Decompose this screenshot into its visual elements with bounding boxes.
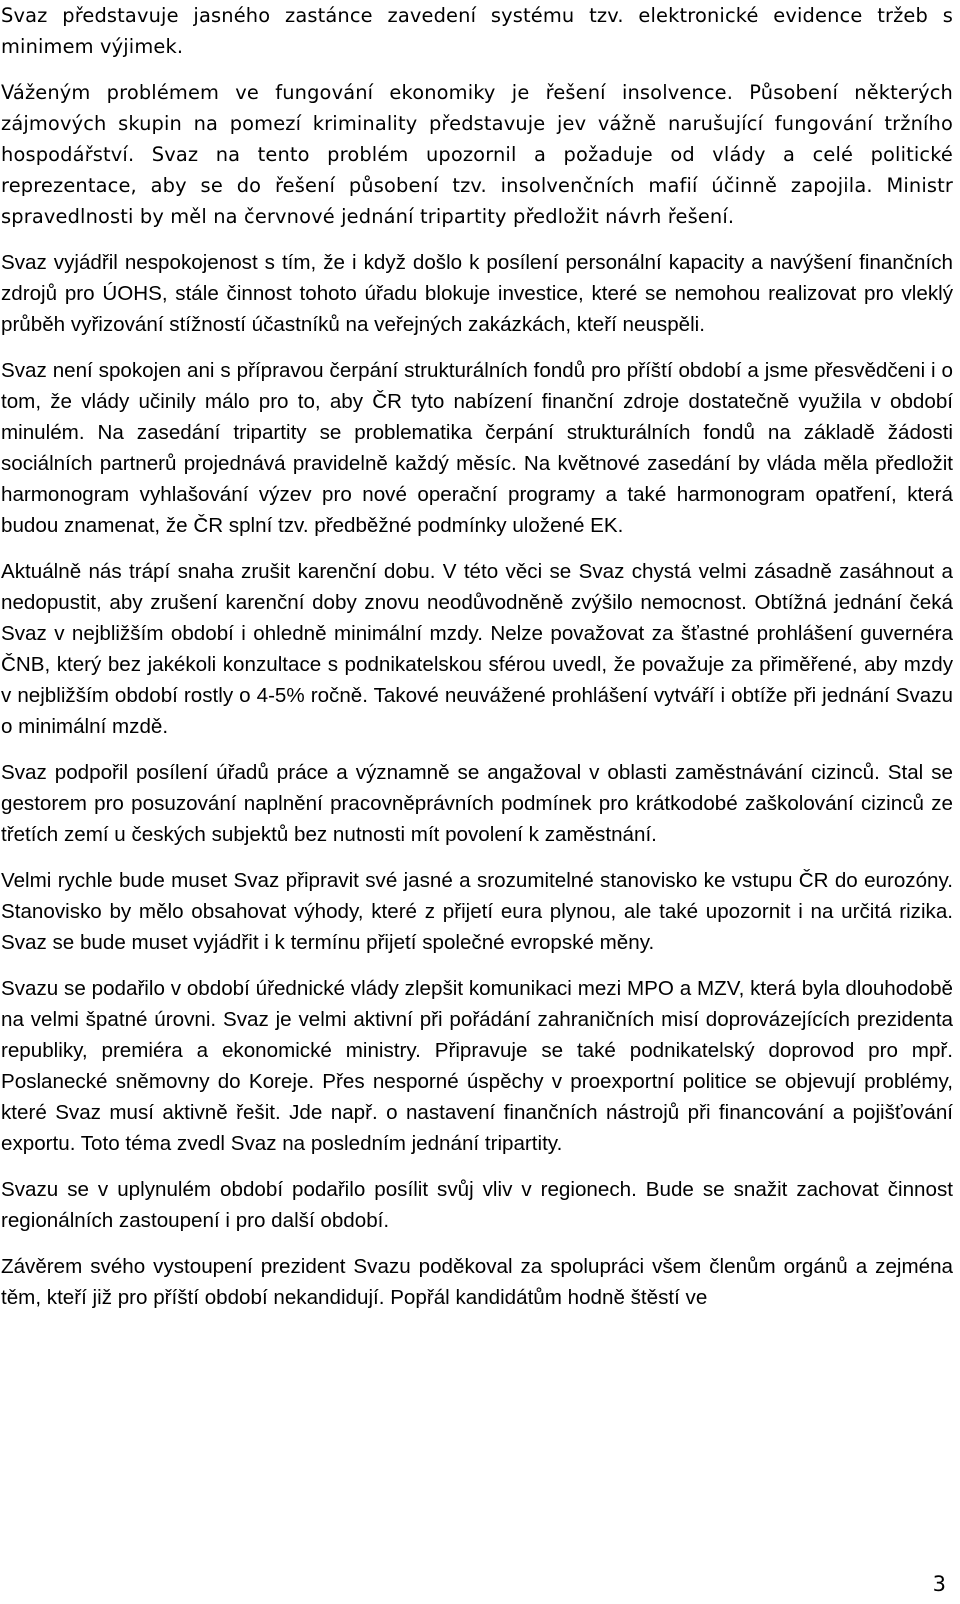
paragraph-uohs: Svaz vyjádřil nespokojenost s tím, že i když došlo k posílení personální kapacity a navýšení finančních zdrojů pro ÚOHS, stále činnost tohoto úřadu blokuje investice, které se nemohou realizovat pro vleklý průběh vyřizování stížností účastníků na veřejných zakázkách, kteří neuspěli. <box>1 251 953 336</box>
paragraph-electronic-sales-records: Svaz představuje jasného zastánce zavedení systému tzv. elektronické evidence tržeb s minimem výjimek. <box>1 4 953 58</box>
paragraph-export-policy: Svazu se podařilo v období úřednické vlády zlepšit komunikaci mezi MPO a MZV, která byla dlouhodobě na velmi špatné úrovni. Svaz je velmi aktivní při pořádání zahraničních misí doprovázejících prezidenta republiky, premiéra a ekonomické ministry. Připravuje se také podnikatelský doprovod pro mpř. Poslanecké sněmovny do Koreje. Přes nesporné úspěchy v proexportní politice se objevují problémy, které Svaz musí aktivně řešit. Jde např. o nastavení finančních nástrojů při financování a pojišťování exportu. Toto téma zvedl Svaz na posledním jednání tripartity. <box>1 977 953 1155</box>
paragraph-waiting-period-minimum-wage: Aktuálně nás trápí snaha zrušit karenční dobu. V této věci se Svaz chystá velmi zásadně zasáhnout a nedopustit, aby zrušení karenční doby znovu neodůvodněně zvýšilo nemocnost. Obtížná jednání čeká Svaz v nejbližším období i ohledně minimální mzdy. Nelze považovat za šťastné prohlášení guvernéra ČNB, který bez jakékoli konzultace s podnikatelskou sférou uvedl, že považuje za přiměřené, aby mzdy v nejbližším období rostly o 4-5% ročně. Takové neuvážené prohlášení vytváří i obtíže při jednání Svazu o minimální mzdě. <box>1 560 953 738</box>
paragraph-labour-offices-foreigners: Svaz podpořil posílení úřadů práce a významně se angažoval v oblasti zaměstnávání cizinců. Stal se gestorem pro posuzování naplnění pracovněprávních podmínek pro krátkodobé zaškolování cizinců ze třetích zemí u českých subjektů bez nutnosti mít povolení k zaměstnání. <box>1 761 953 846</box>
paragraph-eurozone: Velmi rychle bude muset Svaz připravit své jasné a srozumitelné stanovisko ke vstupu ČR do eurozóny. Stanovisko by mělo obsahovat výhody, které z přijetí eura plynou, ale také upozornit i na určitá rizika. Svaz se bude muset vyjádřit i k termínu přijetí společné evropské měny. <box>1 869 953 954</box>
page-number: 3 <box>932 1572 946 1596</box>
paragraph-closing: Závěrem svého vystoupení prezident Svazu poděkoval za spolupráci všem členům orgánů a zejména těm, kteří již pro příští období nekandidují. Popřál kandidátům hodně štěstí ve <box>1 1255 953 1309</box>
paragraph-regions: Svazu se v uplynulém období podařilo posílit svůj vliv v regionech. Bude se snažit zachovat činnost regionálních zastoupení i pro další období. <box>1 1178 953 1232</box>
paragraph-insolvency: Váženým problémem ve fungování ekonomiky je řešení insolvence. Působení některých zájmových skupin na pomezí kriminality představuje jev vážně narušující fungování tržního hospodářství. Svaz na tento problém upozornil a požaduje od vlády a celé politické reprezentace, aby se do řešení působení tzv. insolvenčních mafií účinně zapojila. Ministr spravedlnosti by měl na červnové jednání tripartity předložit návrh řešení. <box>1 81 953 228</box>
paragraph-structural-funds: Svaz není spokojen ani s přípravou čerpání strukturálních fondů pro příští období a jsme přesvědčeni i o tom, že vlády učinily málo pro to, aby ČR tyto nabízení finanční zdroje dostatečně využila v období minulém. Na zasedání tripartity se problematika čerpání strukturálních fondů na základě žádosti sociálních partnerů projednává pravidelně každý měsíc. Na květnové zasedání by vláda měla předložit harmonogram vyhlašování výzev pro nové operační programy a také harmonogram opatření, která budou znamenat, že ČR splní tzv. předběžné podmínky uložené EK. <box>1 359 953 537</box>
